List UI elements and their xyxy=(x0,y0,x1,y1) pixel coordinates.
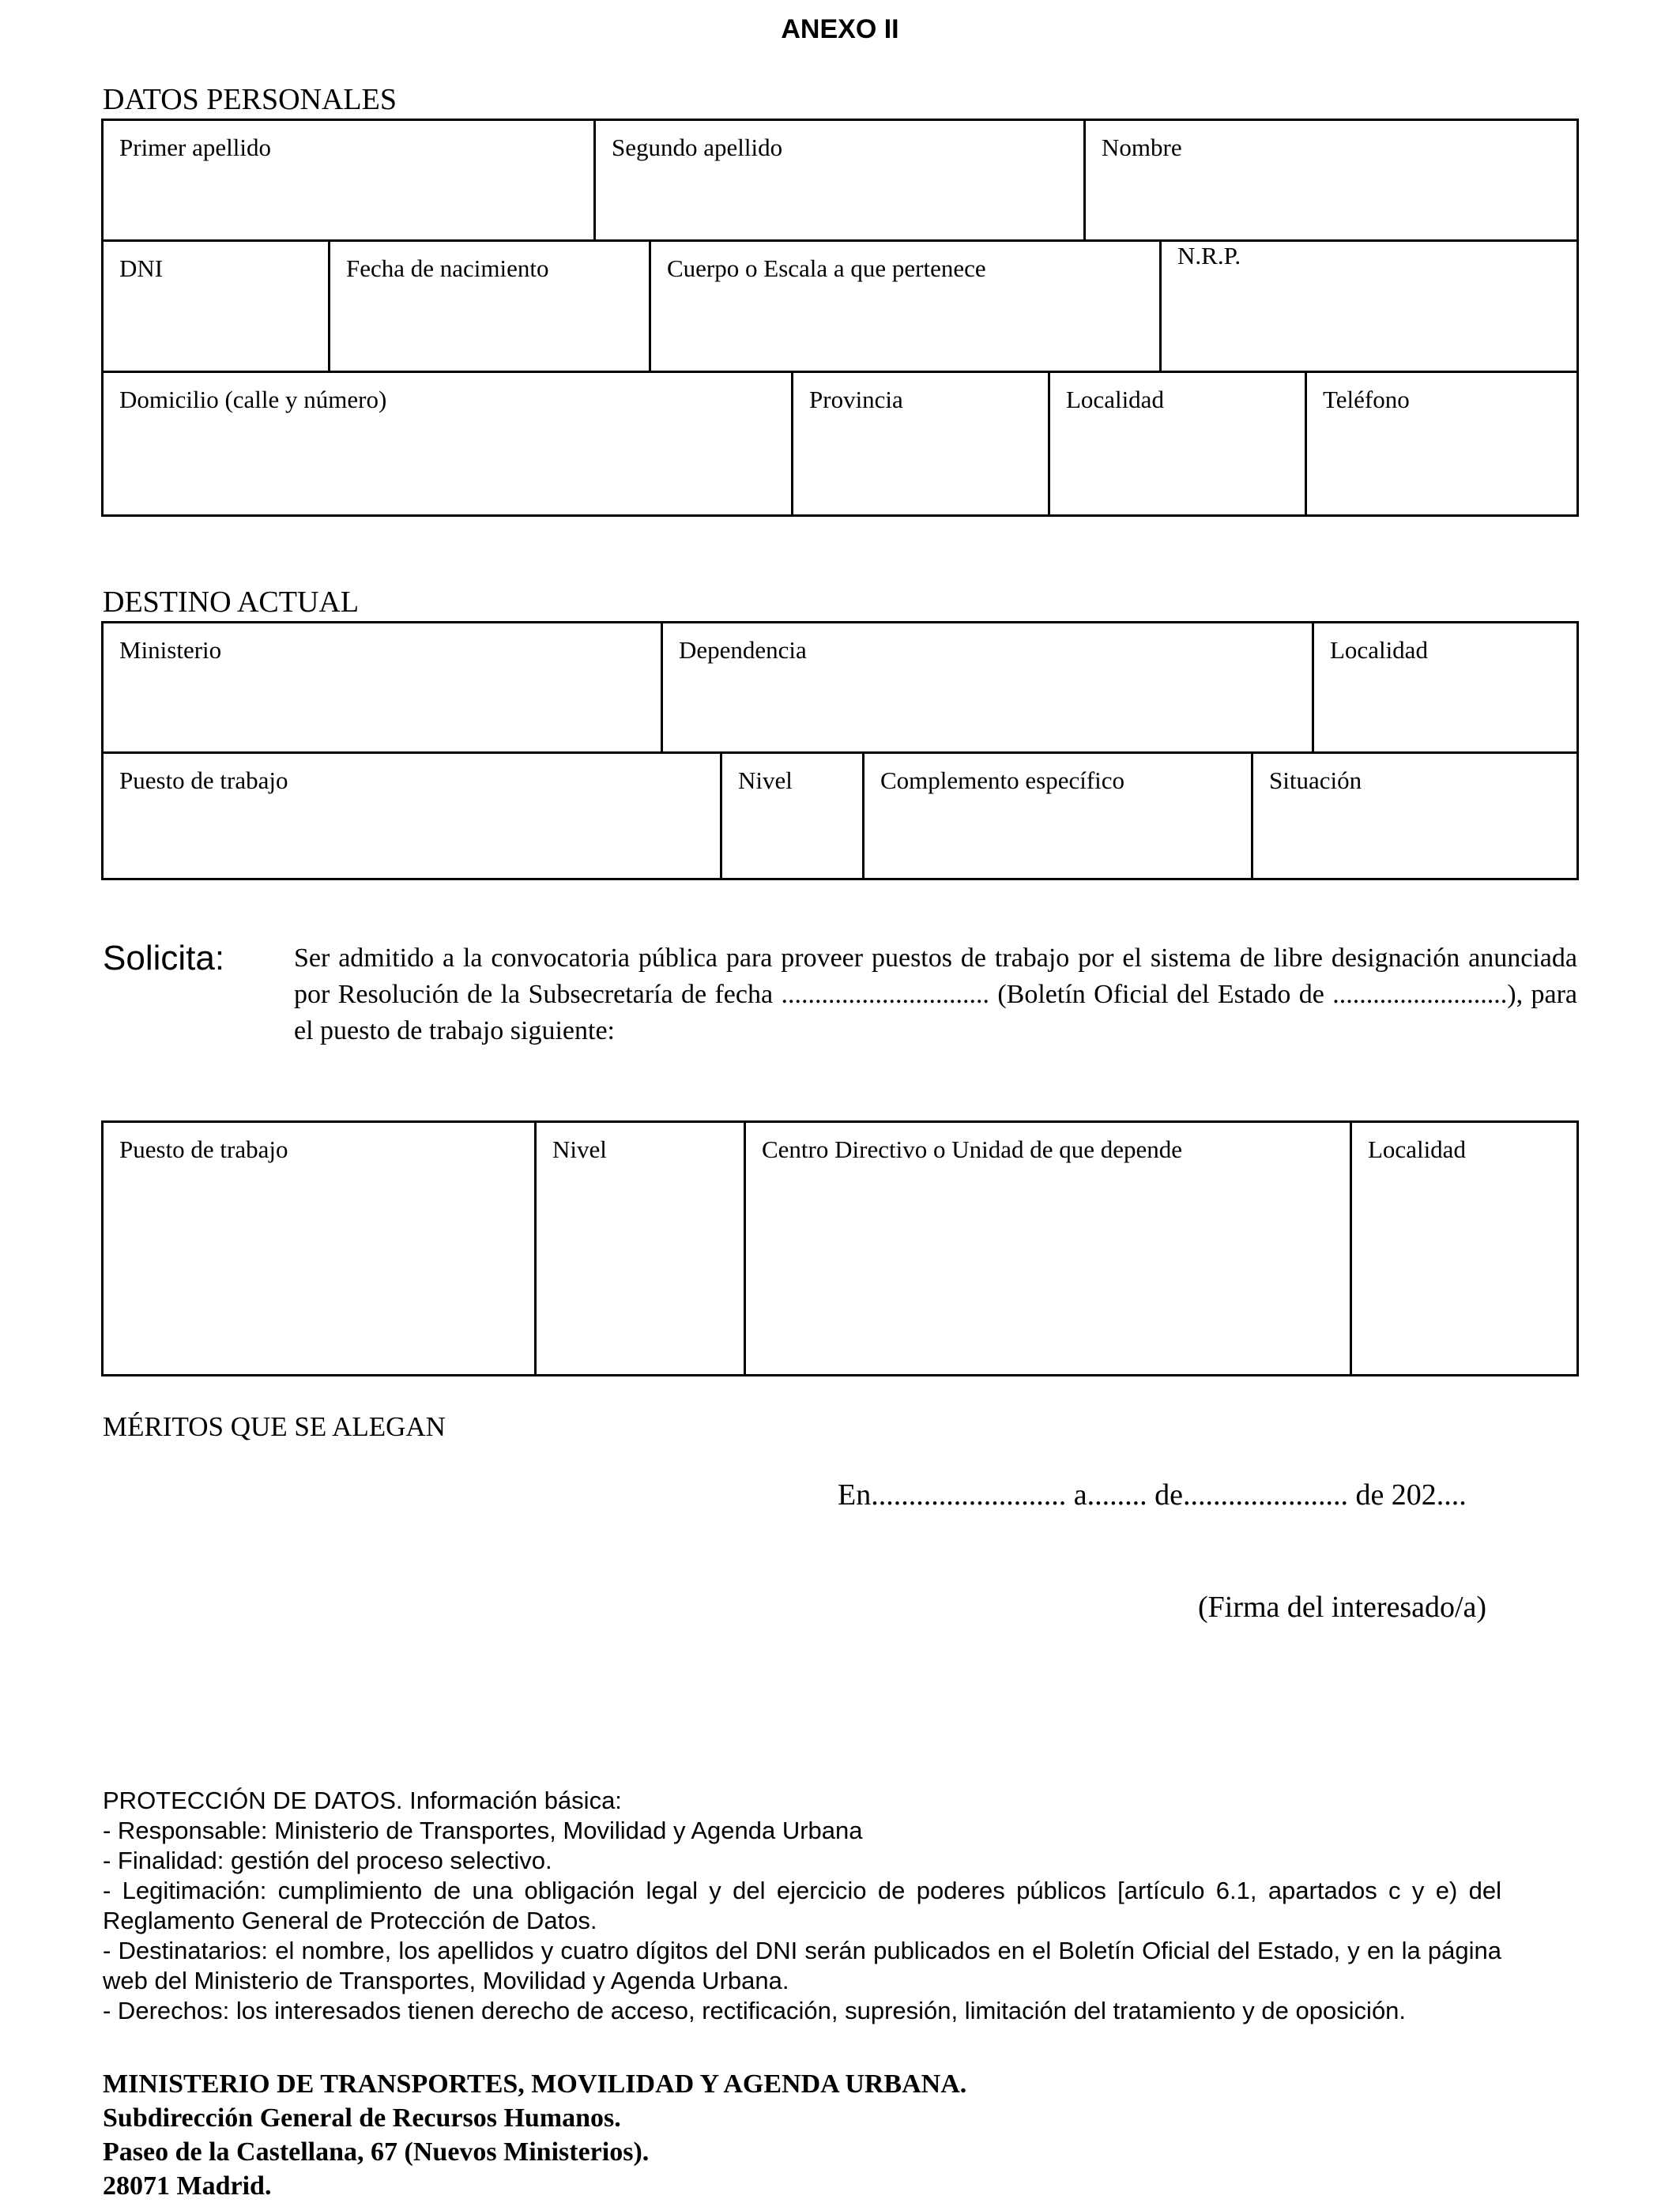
datos-personales-row-1 xyxy=(104,121,1576,242)
destino-actual-heading: DESTINO ACTUAL xyxy=(103,586,360,619)
dni-field[interactable] xyxy=(104,242,328,371)
situacion-field[interactable] xyxy=(1251,754,1576,878)
centro-directivo-field[interactable] xyxy=(744,1123,1350,1374)
cuerpo-escala-field[interactable] xyxy=(649,242,1159,371)
proteccion-responsable: - Responsable: Ministerio de Transportes, Movilidad y Agenda Urbana xyxy=(103,1817,863,1844)
destino-puesto-field[interactable] xyxy=(104,754,720,878)
puesto-nivel-label: Nivel xyxy=(552,1135,607,1163)
ministerio-label: Ministerio xyxy=(119,636,222,664)
ministerio-field[interactable] xyxy=(104,623,661,751)
telefono-label: Teléfono xyxy=(1323,386,1410,413)
meritos-heading: MÉRITOS QUE SE ALEGAN xyxy=(103,1411,446,1442)
localidad-field[interactable] xyxy=(1048,373,1305,514)
segundo-apellido-field[interactable] xyxy=(593,121,1083,239)
puesto-localidad-label: Localidad xyxy=(1368,1135,1466,1163)
telefono-field[interactable] xyxy=(1305,373,1576,514)
complemento-especifico-field[interactable] xyxy=(862,754,1251,878)
datos-personales-row-3 xyxy=(104,373,1576,514)
dependencia-field[interactable] xyxy=(661,623,1312,751)
complemento-especifico-label: Complemento específico xyxy=(880,766,1125,794)
centro-directivo-label: Centro Directivo o Unidad de que depende xyxy=(762,1135,1182,1163)
provincia-field[interactable] xyxy=(791,373,1048,514)
footer-codigo-postal: 28071 Madrid. xyxy=(103,2171,272,2201)
primer-apellido-label: Primer apellido xyxy=(119,134,271,161)
puesto-solicitado-table xyxy=(101,1120,1579,1376)
domicilio-field[interactable] xyxy=(104,373,791,514)
page-title: ANEXO II xyxy=(781,14,899,44)
fecha-line: En.......................... a........ de...................... de 202.... xyxy=(838,1478,1467,1512)
fecha-nacimiento-label: Fecha de nacimiento xyxy=(346,254,549,282)
segundo-apellido-label: Segundo apellido xyxy=(612,134,783,161)
nrp-label: N.R.P. xyxy=(1177,242,1241,269)
puesto-trabajo-label: Puesto de trabajo xyxy=(119,1135,288,1163)
proteccion-legitimacion: - Legitimación: cumplimiento de una obligación legal y del ejercicio de poderes públicos [artículo 6.1, apartados c y e) del Reglamento General de Protección de Datos. xyxy=(103,1877,1501,1934)
destino-nivel-label: Nivel xyxy=(738,766,793,794)
destino-actual-row-1 xyxy=(104,623,1576,754)
proteccion-destinatarios: - Destinatarios: el nombre, los apellidos y cuatro dígitos del DNI serán publicados en el Boletín Oficial del Estado, y en la página web del Ministerio de Transportes, Movilidad y Agenda Urbana. xyxy=(103,1937,1501,1994)
nombre-label: Nombre xyxy=(1102,134,1182,161)
footer-subdireccion: Subdirección General de Recursos Humanos. xyxy=(103,2103,621,2133)
domicilio-label: Domicilio (calle y número) xyxy=(119,386,387,413)
destino-actual-row-2 xyxy=(104,754,1576,878)
firma-label: (Firma del interesado/a) xyxy=(1198,1591,1487,1624)
proteccion-derechos: - Derechos: los interesados tienen derecho de acceso, rectificación, supresión, limitación del tratamiento y de oposición. xyxy=(103,1997,1407,2024)
destino-localidad-label: Localidad xyxy=(1330,636,1428,664)
footer-direccion: Paseo de la Castellana, 67 (Nuevos Ministerios). xyxy=(103,2137,650,2167)
proteccion-finalidad: - Finalidad: gestión del proceso selectivo. xyxy=(103,1847,552,1874)
puesto-nivel-field[interactable] xyxy=(534,1123,744,1374)
destino-actual-table xyxy=(101,621,1579,880)
footer-ministerio: MINISTERIO DE TRANSPORTES, MOVILIDAD Y AGENDA URBANA. xyxy=(103,2069,967,2099)
proteccion-datos xyxy=(103,1786,1501,2026)
situacion-label: Situación xyxy=(1269,766,1362,794)
dependencia-label: Dependencia xyxy=(679,636,807,664)
puesto-solicitado-row xyxy=(104,1123,1576,1374)
fecha-nacimiento-field[interactable] xyxy=(328,242,649,371)
proteccion-heading: PROTECCIÓN DE DATOS. Información básica: xyxy=(103,1787,622,1814)
nombre-field[interactable] xyxy=(1083,121,1576,239)
destino-nivel-field[interactable] xyxy=(720,754,862,878)
cuerpo-escala-label: Cuerpo o Escala a que pertenece xyxy=(667,254,986,282)
datos-personales-heading: DATOS PERSONALES xyxy=(103,83,397,116)
datos-personales-row-2 xyxy=(104,242,1576,373)
footer-address xyxy=(103,2067,966,2203)
puesto-trabajo-field[interactable] xyxy=(104,1123,534,1374)
nrp-field[interactable] xyxy=(1159,242,1576,371)
primer-apellido-field[interactable] xyxy=(104,121,593,239)
datos-personales-table xyxy=(101,119,1579,517)
provincia-label: Provincia xyxy=(809,386,903,413)
localidad-label: Localidad xyxy=(1066,386,1164,413)
dni-label: DNI xyxy=(119,254,164,282)
puesto-localidad-field[interactable] xyxy=(1350,1123,1576,1374)
destino-puesto-label: Puesto de trabajo xyxy=(119,766,288,794)
solicita-label: Solicita: xyxy=(103,939,225,977)
solicita-text: Ser admitido a la convocatoria pública para proveer puestos de trabajo por el sistema de libre designación anunciada por Resolución de la Subsecretaría de fecha ............................... (Boletín Oficial del Estado de ..........................), para el puesto de trabajo siguiente: xyxy=(294,943,1577,1045)
destino-localidad-field[interactable] xyxy=(1312,623,1576,751)
